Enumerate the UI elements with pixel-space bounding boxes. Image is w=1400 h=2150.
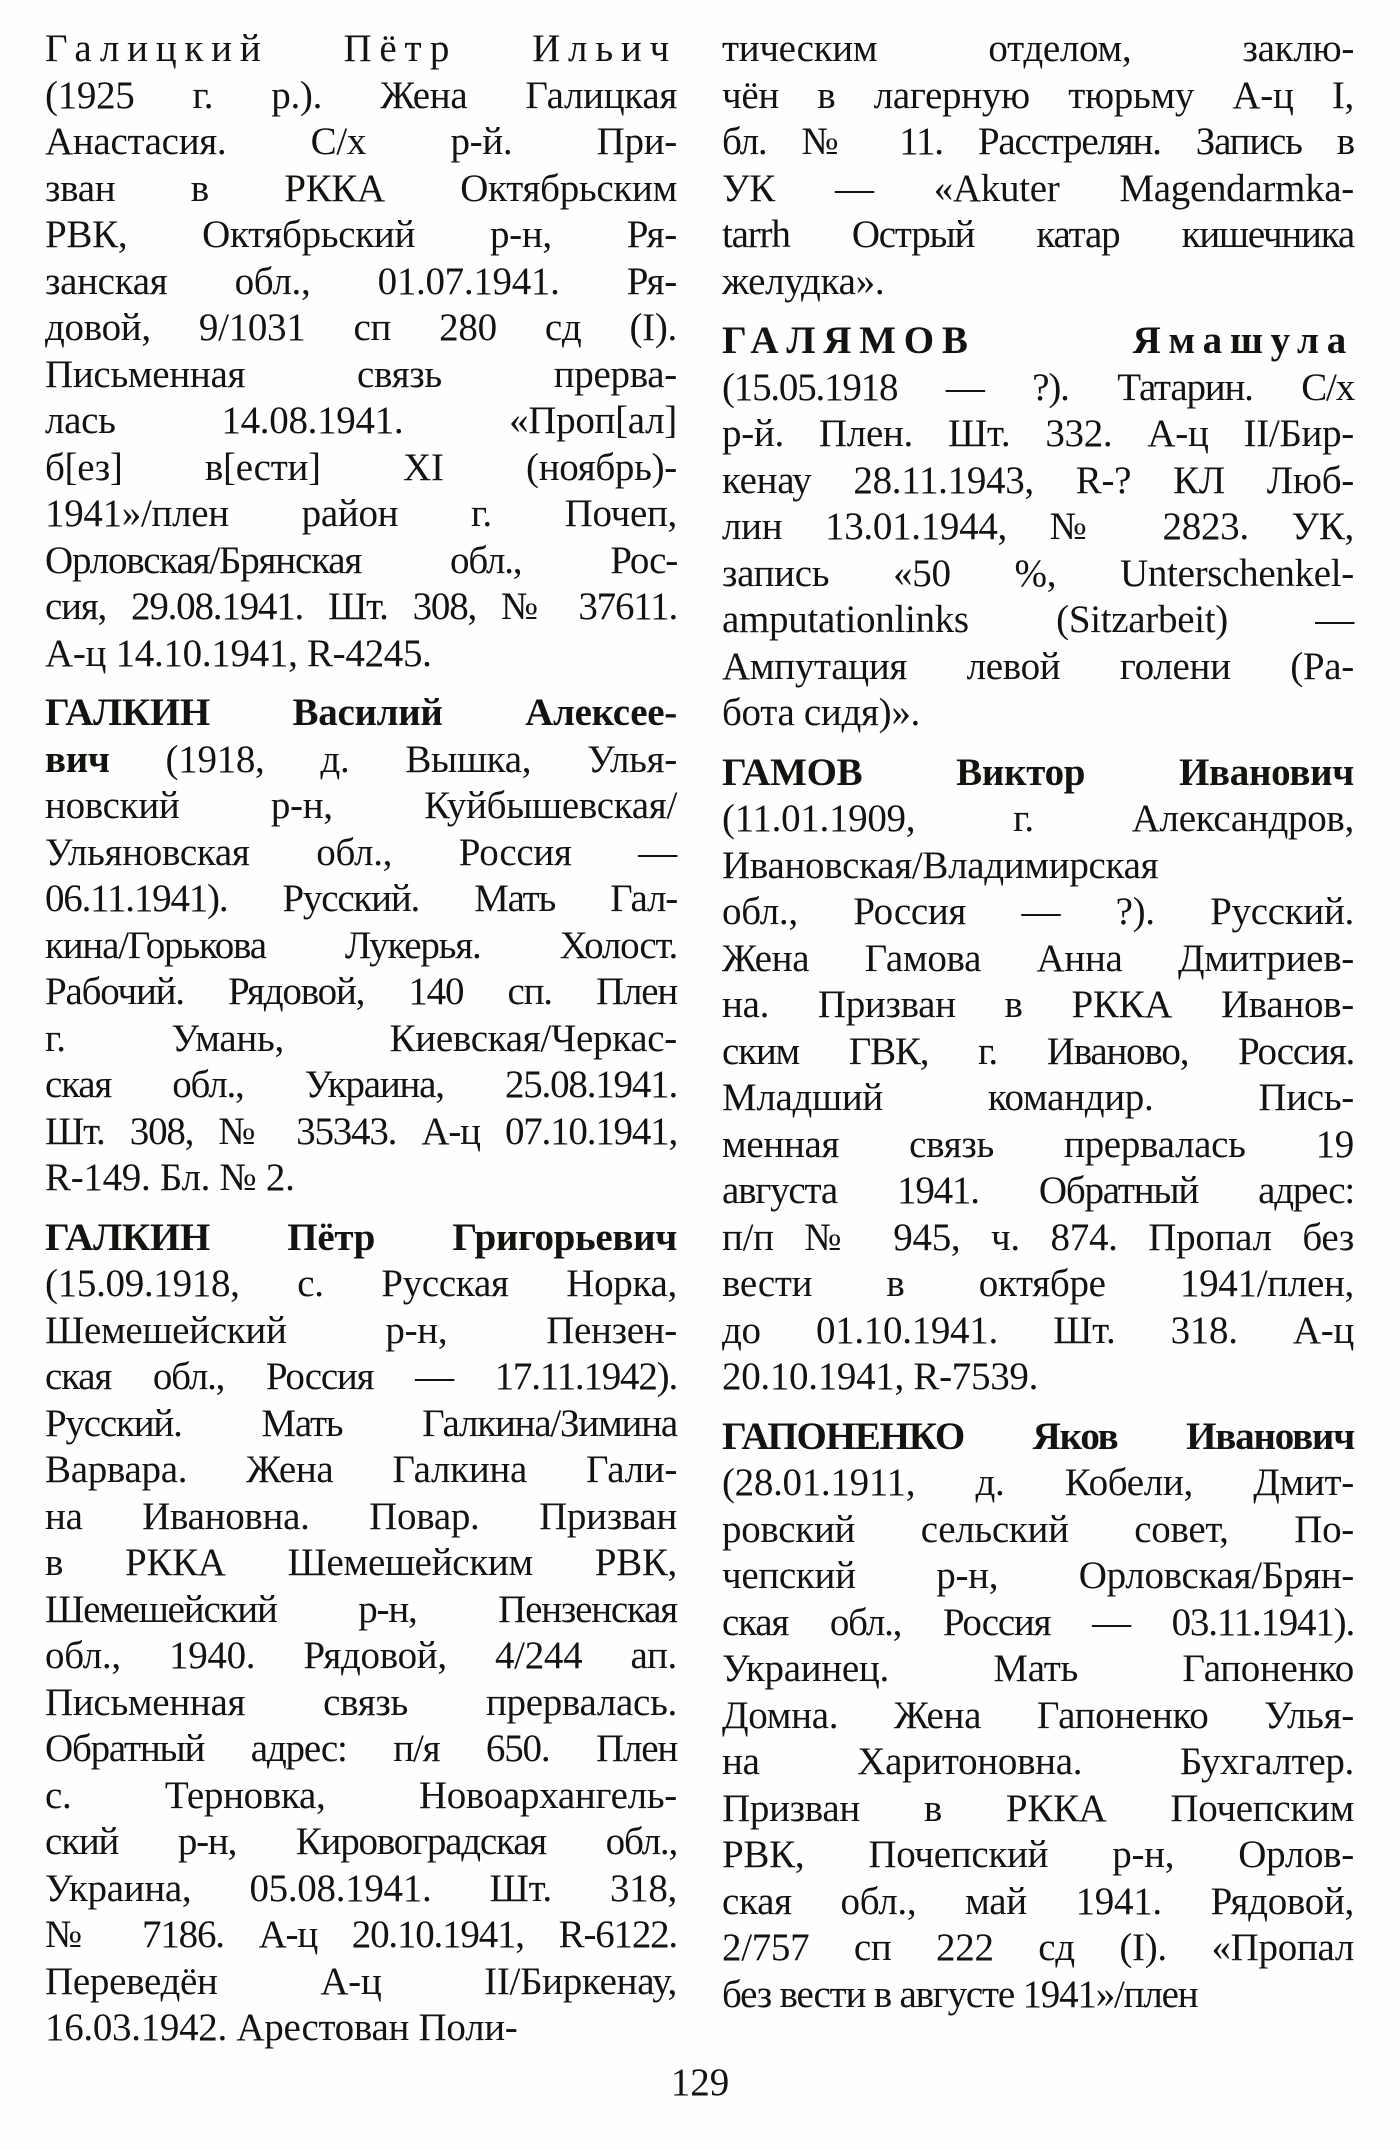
text-segment: (15.05.1918 — ?). Татарин. С/х bbox=[722, 365, 1354, 409]
text-line bbox=[45, 1215, 677, 1262]
text-line bbox=[722, 1308, 1354, 1355]
text-line bbox=[722, 1786, 1354, 1833]
text-segment: 2/757 сп 222 сд (I). «Пропал bbox=[722, 1926, 1354, 1969]
text-segment: чепский р-н, Орловская/Брян- bbox=[722, 1554, 1354, 1597]
text-line bbox=[45, 969, 677, 1016]
text-line bbox=[45, 631, 677, 678]
text-line bbox=[722, 1261, 1354, 1308]
text-segment: 1941»/плен район г. Почеп, bbox=[45, 492, 677, 535]
text-segment: Жена Гамова Анна Дмитриев- bbox=[722, 936, 1354, 980]
text-line bbox=[722, 365, 1354, 412]
text-line bbox=[45, 690, 677, 737]
text-line bbox=[722, 26, 1354, 73]
text-line bbox=[722, 1972, 1354, 2019]
text-line bbox=[45, 305, 677, 352]
text-segment: Рабочий. Рядовой, 140 сп. Плен bbox=[45, 970, 677, 1013]
text-segment: Варвара. Жена Галкина Гали- bbox=[45, 1448, 677, 1491]
text-segment: Письменная связь прерва- bbox=[45, 352, 677, 396]
text-line bbox=[722, 1600, 1354, 1647]
text-line bbox=[722, 551, 1354, 598]
text-line bbox=[45, 1959, 677, 2006]
text-segment: ская обл., Россия — 03.11.1941). bbox=[722, 1600, 1354, 1644]
text-segment: ровский сельский совет, По- bbox=[722, 1507, 1354, 1551]
entry-paragraph bbox=[722, 318, 1354, 737]
text-segment: (1925 г. р.). Жена Галицкая bbox=[45, 73, 677, 117]
left-column bbox=[45, 26, 677, 2052]
text-segment: R-149. Бл. № 2. bbox=[45, 1156, 295, 1199]
text-line bbox=[722, 982, 1354, 1029]
text-line bbox=[722, 690, 1354, 737]
text-line bbox=[45, 584, 677, 631]
text-line bbox=[722, 1075, 1354, 1122]
text-line bbox=[45, 1447, 677, 1494]
text-line bbox=[722, 1354, 1354, 1401]
text-line bbox=[45, 1016, 677, 1063]
text-line bbox=[45, 830, 677, 877]
text-line bbox=[722, 796, 1354, 843]
text-line bbox=[45, 1680, 677, 1727]
text-line bbox=[45, 1109, 677, 1156]
text-segment: Домна. Жена Гапоненко Улья- bbox=[722, 1693, 1354, 1737]
entry-paragraph bbox=[45, 690, 677, 1202]
text-line bbox=[45, 73, 677, 120]
text-segment: на Харитоновна. Бухгалтер. bbox=[722, 1740, 1354, 1783]
text-line bbox=[45, 1062, 677, 1109]
right-column bbox=[722, 26, 1354, 2018]
text-line bbox=[45, 876, 677, 923]
text-segment: А-ц 14.10.1941, R-4245. bbox=[45, 631, 432, 675]
text-line bbox=[722, 504, 1354, 551]
text-segment: августа 1941. Обратный адрес: bbox=[722, 1169, 1354, 1212]
entry-name-segment: вич bbox=[45, 737, 110, 781]
text-line bbox=[45, 1540, 677, 1587]
text-line bbox=[45, 1401, 677, 1448]
text-line bbox=[45, 1155, 677, 1202]
text-segment: Орловская/Брянская обл., Рос- bbox=[45, 538, 677, 582]
text-segment: (1918, д. Вышка, Улья- bbox=[109, 737, 677, 781]
text-line bbox=[722, 1507, 1354, 1554]
text-line bbox=[722, 1029, 1354, 1076]
text-line bbox=[45, 1494, 677, 1541]
text-segment: на. Призван в РККА Иванов- bbox=[722, 983, 1354, 1026]
text-line bbox=[722, 411, 1354, 458]
text-segment: 20.10.1941, R-7539. bbox=[722, 1355, 1039, 1398]
text-line bbox=[45, 445, 677, 492]
text-line bbox=[45, 737, 677, 784]
text-segment: занская обл., 01.07.1941. Ря- bbox=[45, 259, 677, 303]
text-segment: (15.09.1918, с. Русская Норка, bbox=[45, 1262, 677, 1305]
text-line bbox=[722, 73, 1354, 120]
text-segment: Обратный адрес: п/я 650. Плен bbox=[45, 1727, 677, 1770]
entry-name-segment: ГАЛКИН Василий Алексее- bbox=[45, 691, 677, 734]
entry-paragraph bbox=[45, 1215, 677, 2052]
text-line bbox=[722, 597, 1354, 644]
text-line bbox=[45, 1819, 677, 1866]
text-segment: Призван в РККА Почепским bbox=[722, 1786, 1354, 1830]
text-line bbox=[722, 1460, 1354, 1507]
text-segment: Украина, 05.08.1941. Шт. 318, bbox=[45, 1866, 677, 1910]
text-segment: чён в лагерную тюрьму А-ц I, bbox=[722, 73, 1354, 117]
text-line bbox=[722, 212, 1354, 259]
text-segment: зван в РККА Октябрьским bbox=[45, 166, 677, 210]
text-segment: Анастасия. С/х р-й. При- bbox=[45, 120, 677, 163]
text-line bbox=[722, 458, 1354, 505]
text-line bbox=[722, 843, 1354, 890]
text-segment: бота сидя)». bbox=[722, 691, 921, 734]
text-segment: тическим отделом, заклю- bbox=[722, 27, 1354, 70]
text-line bbox=[45, 783, 677, 830]
text-segment: Шемешейский р-н, Пензенская bbox=[45, 1587, 677, 1631]
text-line bbox=[722, 119, 1354, 166]
text-segment: РВК, Почепский р-н, Орлов- bbox=[722, 1833, 1354, 1876]
text-segment: УК — «Akuter Magendarmka- bbox=[722, 166, 1354, 210]
text-segment: менная связь прервалась 19 bbox=[722, 1122, 1354, 1166]
text-segment: желудка». bbox=[722, 259, 885, 303]
entry-name-segment: ГАЛКИН Пётр Григорьевич bbox=[45, 1215, 677, 1259]
text-line bbox=[722, 1925, 1354, 1972]
text-segment: № 7186. А-ц 20.10.1941, R-6122. bbox=[45, 1913, 677, 1956]
text-line bbox=[45, 119, 677, 166]
entry-paragraph bbox=[722, 26, 1354, 305]
text-line bbox=[45, 1308, 677, 1355]
text-line bbox=[722, 889, 1354, 936]
entry-paragraph bbox=[45, 26, 677, 677]
text-segment: лась 14.08.1941. «Проп[ал] bbox=[45, 399, 677, 442]
text-segment: Шт. 308, № 35343. А-ц 07.10.1941, bbox=[45, 1109, 677, 1153]
entry-name-segment: ГАЛЯМОВ Ямашула bbox=[722, 319, 1354, 362]
text-line bbox=[45, 259, 677, 306]
text-segment: Письменная связь прервалась. bbox=[45, 1680, 677, 1724]
text-line bbox=[45, 1912, 677, 1959]
text-segment: Галицкий Пётр Ильич bbox=[45, 27, 677, 70]
text-segment: Ампутация левой голени (Ра- bbox=[722, 644, 1354, 688]
text-line bbox=[45, 1773, 677, 1820]
text-line bbox=[45, 491, 677, 538]
text-segment: на Ивановна. Повар. Призван bbox=[45, 1494, 677, 1538]
text-line bbox=[45, 166, 677, 213]
text-line bbox=[722, 318, 1354, 365]
text-segment: Украинец. Мать Гапоненко bbox=[722, 1647, 1354, 1690]
text-line bbox=[45, 1726, 677, 1773]
text-segment: сия, 29.08.1941. Шт. 308, № 37611. bbox=[45, 585, 677, 628]
text-line bbox=[722, 1832, 1354, 1879]
text-line bbox=[722, 750, 1354, 797]
text-line bbox=[45, 538, 677, 585]
text-segment: Переведён А-ц II/Биркенау, bbox=[45, 1959, 677, 2003]
text-line bbox=[722, 1553, 1354, 1600]
text-line bbox=[45, 398, 677, 445]
text-line bbox=[45, 352, 677, 399]
page-number: 129 bbox=[670, 2061, 730, 2104]
text-segment: Русский. Мать Галкина/Зимина bbox=[45, 1401, 677, 1445]
text-segment: ская обл., Украина, 25.08.1941. bbox=[45, 1063, 677, 1106]
text-segment: (28.01.1911, д. Кобели, Дмит- bbox=[722, 1461, 1354, 1504]
text-segment: ским ГВК, г. Иваново, Россия. bbox=[722, 1029, 1354, 1073]
entry-name-segment: ГАМОВ Виктор Иванович bbox=[722, 750, 1354, 794]
text-segment: без вести в августе 1941»/плен bbox=[722, 1972, 1198, 2016]
text-line bbox=[722, 1215, 1354, 1262]
text-segment: бл. № 11. Расстрелян. Запись в bbox=[722, 120, 1354, 163]
text-line bbox=[45, 1633, 677, 1680]
text-segment: (11.01.1909, г. Александров, bbox=[722, 797, 1354, 840]
text-line bbox=[722, 1646, 1354, 1693]
text-line bbox=[45, 212, 677, 259]
text-segment: новский р-н, Куйбышевская/ bbox=[45, 784, 677, 827]
text-line bbox=[722, 166, 1354, 213]
text-segment: amputationlinks (Sitzarbeit) — bbox=[722, 598, 1354, 641]
text-line bbox=[722, 1122, 1354, 1169]
text-segment: ская обл., Россия — 17.11.1942). bbox=[45, 1355, 677, 1398]
text-line bbox=[722, 1693, 1354, 1740]
entry-paragraph bbox=[722, 750, 1354, 1401]
text-line bbox=[45, 1587, 677, 1634]
entry-paragraph bbox=[722, 1414, 1354, 2019]
text-line bbox=[722, 1168, 1354, 1215]
text-line bbox=[45, 26, 677, 73]
text-segment: с. Терновка, Новоархангель- bbox=[45, 1773, 677, 1817]
text-segment: в РККА Шемешейским РВК, bbox=[45, 1541, 677, 1584]
text-line bbox=[45, 1866, 677, 1913]
text-line bbox=[45, 923, 677, 970]
text-segment: обл., Россия — ?). Русский. bbox=[722, 890, 1354, 933]
text-line bbox=[45, 2005, 677, 2052]
text-segment: кенау 28.11.1943, R-? КЛ Люб- bbox=[722, 458, 1354, 502]
text-line bbox=[722, 1879, 1354, 1926]
text-segment: 06.11.1941). Русский. Мать Гал- bbox=[45, 877, 677, 920]
text-line bbox=[722, 644, 1354, 691]
text-segment: п/п № 945, ч. 874. Пропал без bbox=[722, 1215, 1354, 1259]
text-line bbox=[45, 1354, 677, 1401]
text-segment: б[ез] в[ести] XI (ноябрь)- bbox=[45, 445, 677, 489]
text-segment: Младший командир. Пись- bbox=[722, 1076, 1354, 1119]
text-segment: р-й. Плен. Шт. 332. А-ц II/Бир- bbox=[722, 412, 1354, 455]
text-segment: лин 13.01.1944, № 2823. УК, bbox=[722, 505, 1354, 548]
text-segment: г. Умань, Киевская/Черкас- bbox=[45, 1016, 677, 1060]
text-segment: ская обл., май 1941. Рядовой, bbox=[722, 1879, 1354, 1923]
text-segment: tarrh Острый катар кишечника bbox=[722, 213, 1354, 256]
text-line bbox=[722, 259, 1354, 306]
text-segment: Шемешейский р-н, Пензен- bbox=[45, 1308, 677, 1352]
entry-name-segment: ГАПОНЕНКО Яков Иванович bbox=[722, 1414, 1354, 1458]
text-segment: Ульяновская обл., Россия — bbox=[45, 830, 677, 874]
text-segment: обл., 1940. Рядовой, 4/244 ап. bbox=[45, 1634, 677, 1677]
text-segment: 16.03.1942. Арестован Поли- bbox=[45, 2006, 518, 2049]
text-segment: кина/Горькова Лукерья. Холост. bbox=[45, 923, 677, 967]
text-segment: запись «50 %, Unterschenkel- bbox=[722, 551, 1354, 595]
text-line bbox=[722, 936, 1354, 983]
text-line bbox=[45, 1261, 677, 1308]
text-segment: довой, 9/1031 сп 280 сд (I). bbox=[45, 306, 677, 349]
text-segment: ский р-н, Кировоградская обл., bbox=[45, 1820, 677, 1863]
text-line bbox=[722, 1414, 1354, 1461]
text-segment: РВК, Октябрьский р-н, Ря- bbox=[45, 213, 677, 256]
text-segment: Ивановская/Владимирская bbox=[722, 843, 1159, 887]
text-segment: вести в октябре 1941/плен, bbox=[722, 1262, 1354, 1305]
text-segment: до 01.10.1941. Шт. 318. А-ц bbox=[722, 1308, 1354, 1352]
text-line bbox=[722, 1739, 1354, 1786]
